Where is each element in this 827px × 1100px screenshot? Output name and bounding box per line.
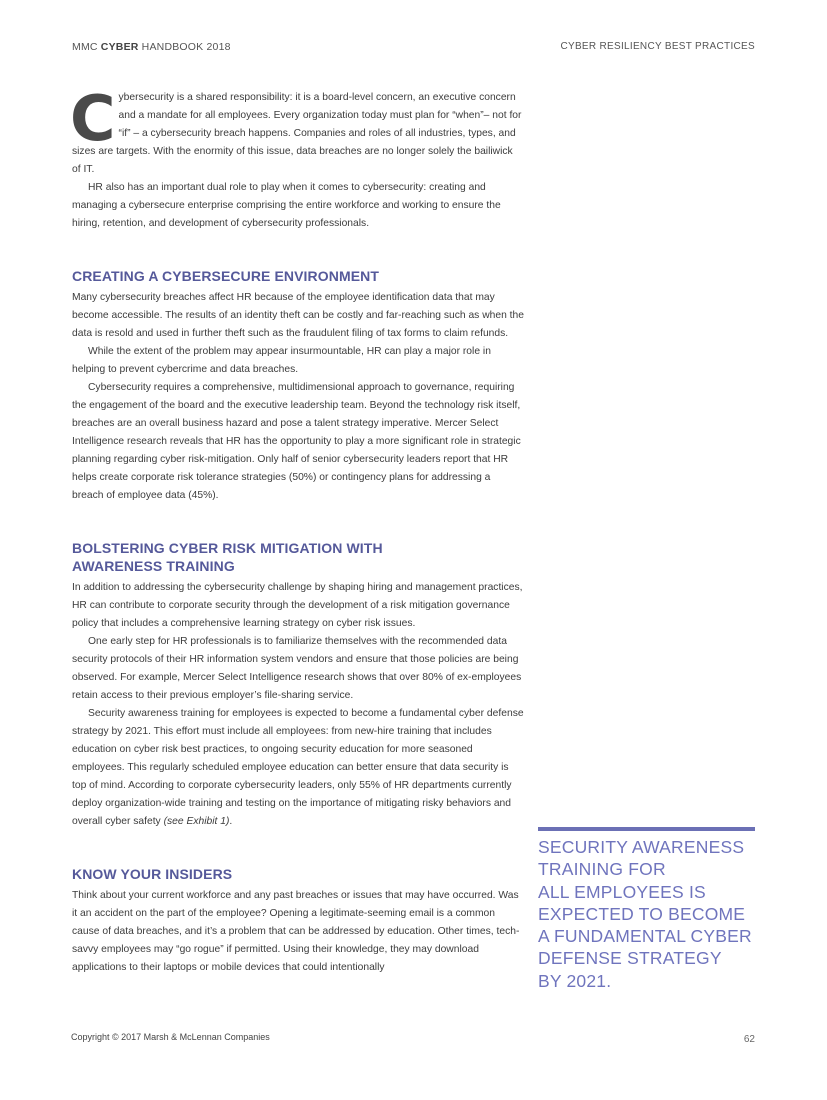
paragraph-end: .: [229, 816, 233, 827]
paragraph: In addition to addressing the cybersecurity challenge by shaping hiring and management practices, HR can contribute to corporate security through the development of a risk mitigation governance policy that includes a comprehensive learning strategy on cyber risk issues.: [72, 582, 523, 629]
section-heading: KNOW YOUR INSIDERS: [72, 866, 233, 882]
running-header-right: CYBER RESILIENCY BEST PRACTICES: [560, 41, 755, 52]
heading-line-2: AWARENESS TRAINING: [72, 558, 235, 574]
quote-line: TRAINING FOR: [538, 859, 666, 880]
quote-line: ALL EMPLOYEES IS: [538, 881, 706, 902]
paragraph: [72, 705, 524, 831]
pull-quote: [538, 827, 755, 992]
quote-line: A FUNDAMENTAL CYBER: [538, 926, 752, 947]
quote-line: SECURITY AWARENESS: [538, 837, 745, 857]
quote-line: BY 2021.: [538, 970, 612, 991]
intro: [70, 82, 524, 233]
main-column: [70, 82, 524, 977]
paragraph: Think about your current workforce and any past breaches or issues that may have occurred. Was it an accident on the part of the employee? Opening a legitimate-seeming email is a common cause of data breaches, and it’s a problem that can be addressed by education. Other times, tech-savvy employees may “go rogue” if permitted. Using their knowledge, they may download applications to their laptops or mobile devices that could intentionally: [72, 890, 520, 973]
section-awareness-training: [72, 539, 524, 831]
pull-quote-text: [538, 836, 755, 992]
section-heading: CREATING A CYBERSECURE ENVIRONMENT: [72, 268, 380, 284]
header-bold: CYBER: [100, 41, 139, 53]
page-number: 62: [743, 1034, 755, 1045]
quote-line: EXPECTED TO BECOME: [538, 903, 746, 924]
section-heading: [72, 539, 524, 575]
section-cybersecure-environment: [72, 267, 524, 505]
heading-line-1: BOLSTERING CYBER RISK MITIGATION WITH: [72, 540, 383, 556]
paragraph: Cybersecurity requires a comprehensive, multidimensional approach to governance, requiring the engagement of the board and the executive leadership team. Beyond the technology risk itself, breaches are an overall business hazard and pose a talent strategy imperative. Mercer Select Intelligence research reveals that HR has the opportunity to play a more significant role in strategic planning regarding cyber risk-mitigation. Only half of senior cybersecurity leaders report that HR helps create corporate risk tolerance strategies (50%) or contingency plans for addressing a breach of employee data (45%).: [72, 382, 521, 501]
header-suffix: HANDBOOK 2018: [138, 41, 231, 53]
copyright: Copyright © 2017 Marsh & McLennan Companies: [71, 1032, 270, 1042]
quote-line: DEFENSE STRATEGY: [538, 948, 722, 969]
drop-cap: C: [70, 82, 116, 155]
paragraph: While the extent of the problem may appear insurmountable, HR can play a major role in helping to prevent cybercrime and data breaches.: [72, 346, 491, 375]
pull-quote-rule: [538, 827, 755, 831]
section-know-your-insiders: [72, 865, 524, 977]
intro-paragraph-1: ybersecurity is a shared responsibility: it is a board-level concern, an executive concern and a mandate for all employees. Every organization today must plan for “when”– not for “if” – a cybersecurity breach happens. Companies and roles of all industries, types, and sizes are targets. With the enormity of this issue, data breaches are no longer solely the bailiwick of IT.: [72, 92, 522, 175]
header-prefix: MMC: [72, 41, 101, 53]
paragraph: Many cybersecurity breaches affect HR because of the employee identification data that may become accessible. The results of an identity theft can be costly and far-reaching such as when the data is resold and used in further theft such as the fraudulent filing of tax forms to claim refunds.: [72, 292, 524, 339]
exhibit-reference: (see Exhibit 1): [163, 816, 230, 827]
running-header-left: [72, 41, 231, 53]
intro-paragraph-2: HR also has an important dual role to play when it comes to cybersecurity: creating and managing a cybersecure enterprise comprising the entire workforce and working to ensure the hiring, retention, and development of cybersecurity professionals.: [72, 182, 501, 229]
paragraph: One early step for HR professionals is to familiarize themselves with the recommended data security protocols of their HR information system vendors and ensure that those policies are being observed. For example, Mercer Select Intelligence research shows that over 80% of ex-employees retain access to their previous employer’s file-sharing service.: [72, 636, 522, 701]
paragraph-text: Security awareness training for employees is expected to become a fundamental cyber defense strategy by 2021. This effort must include all employees: from new-hire training that includes education on cyber risk best practices, to ongoing security education for more seasoned employees. This regularly scheduled employee education can better ensure that data security is top of mind. According to corporate cybersecurity leaders, only 55% of HR departments currently deploy organization-wide training and testing on the importance of mitigating risky behaviors and overall cyber safety: [72, 708, 524, 827]
